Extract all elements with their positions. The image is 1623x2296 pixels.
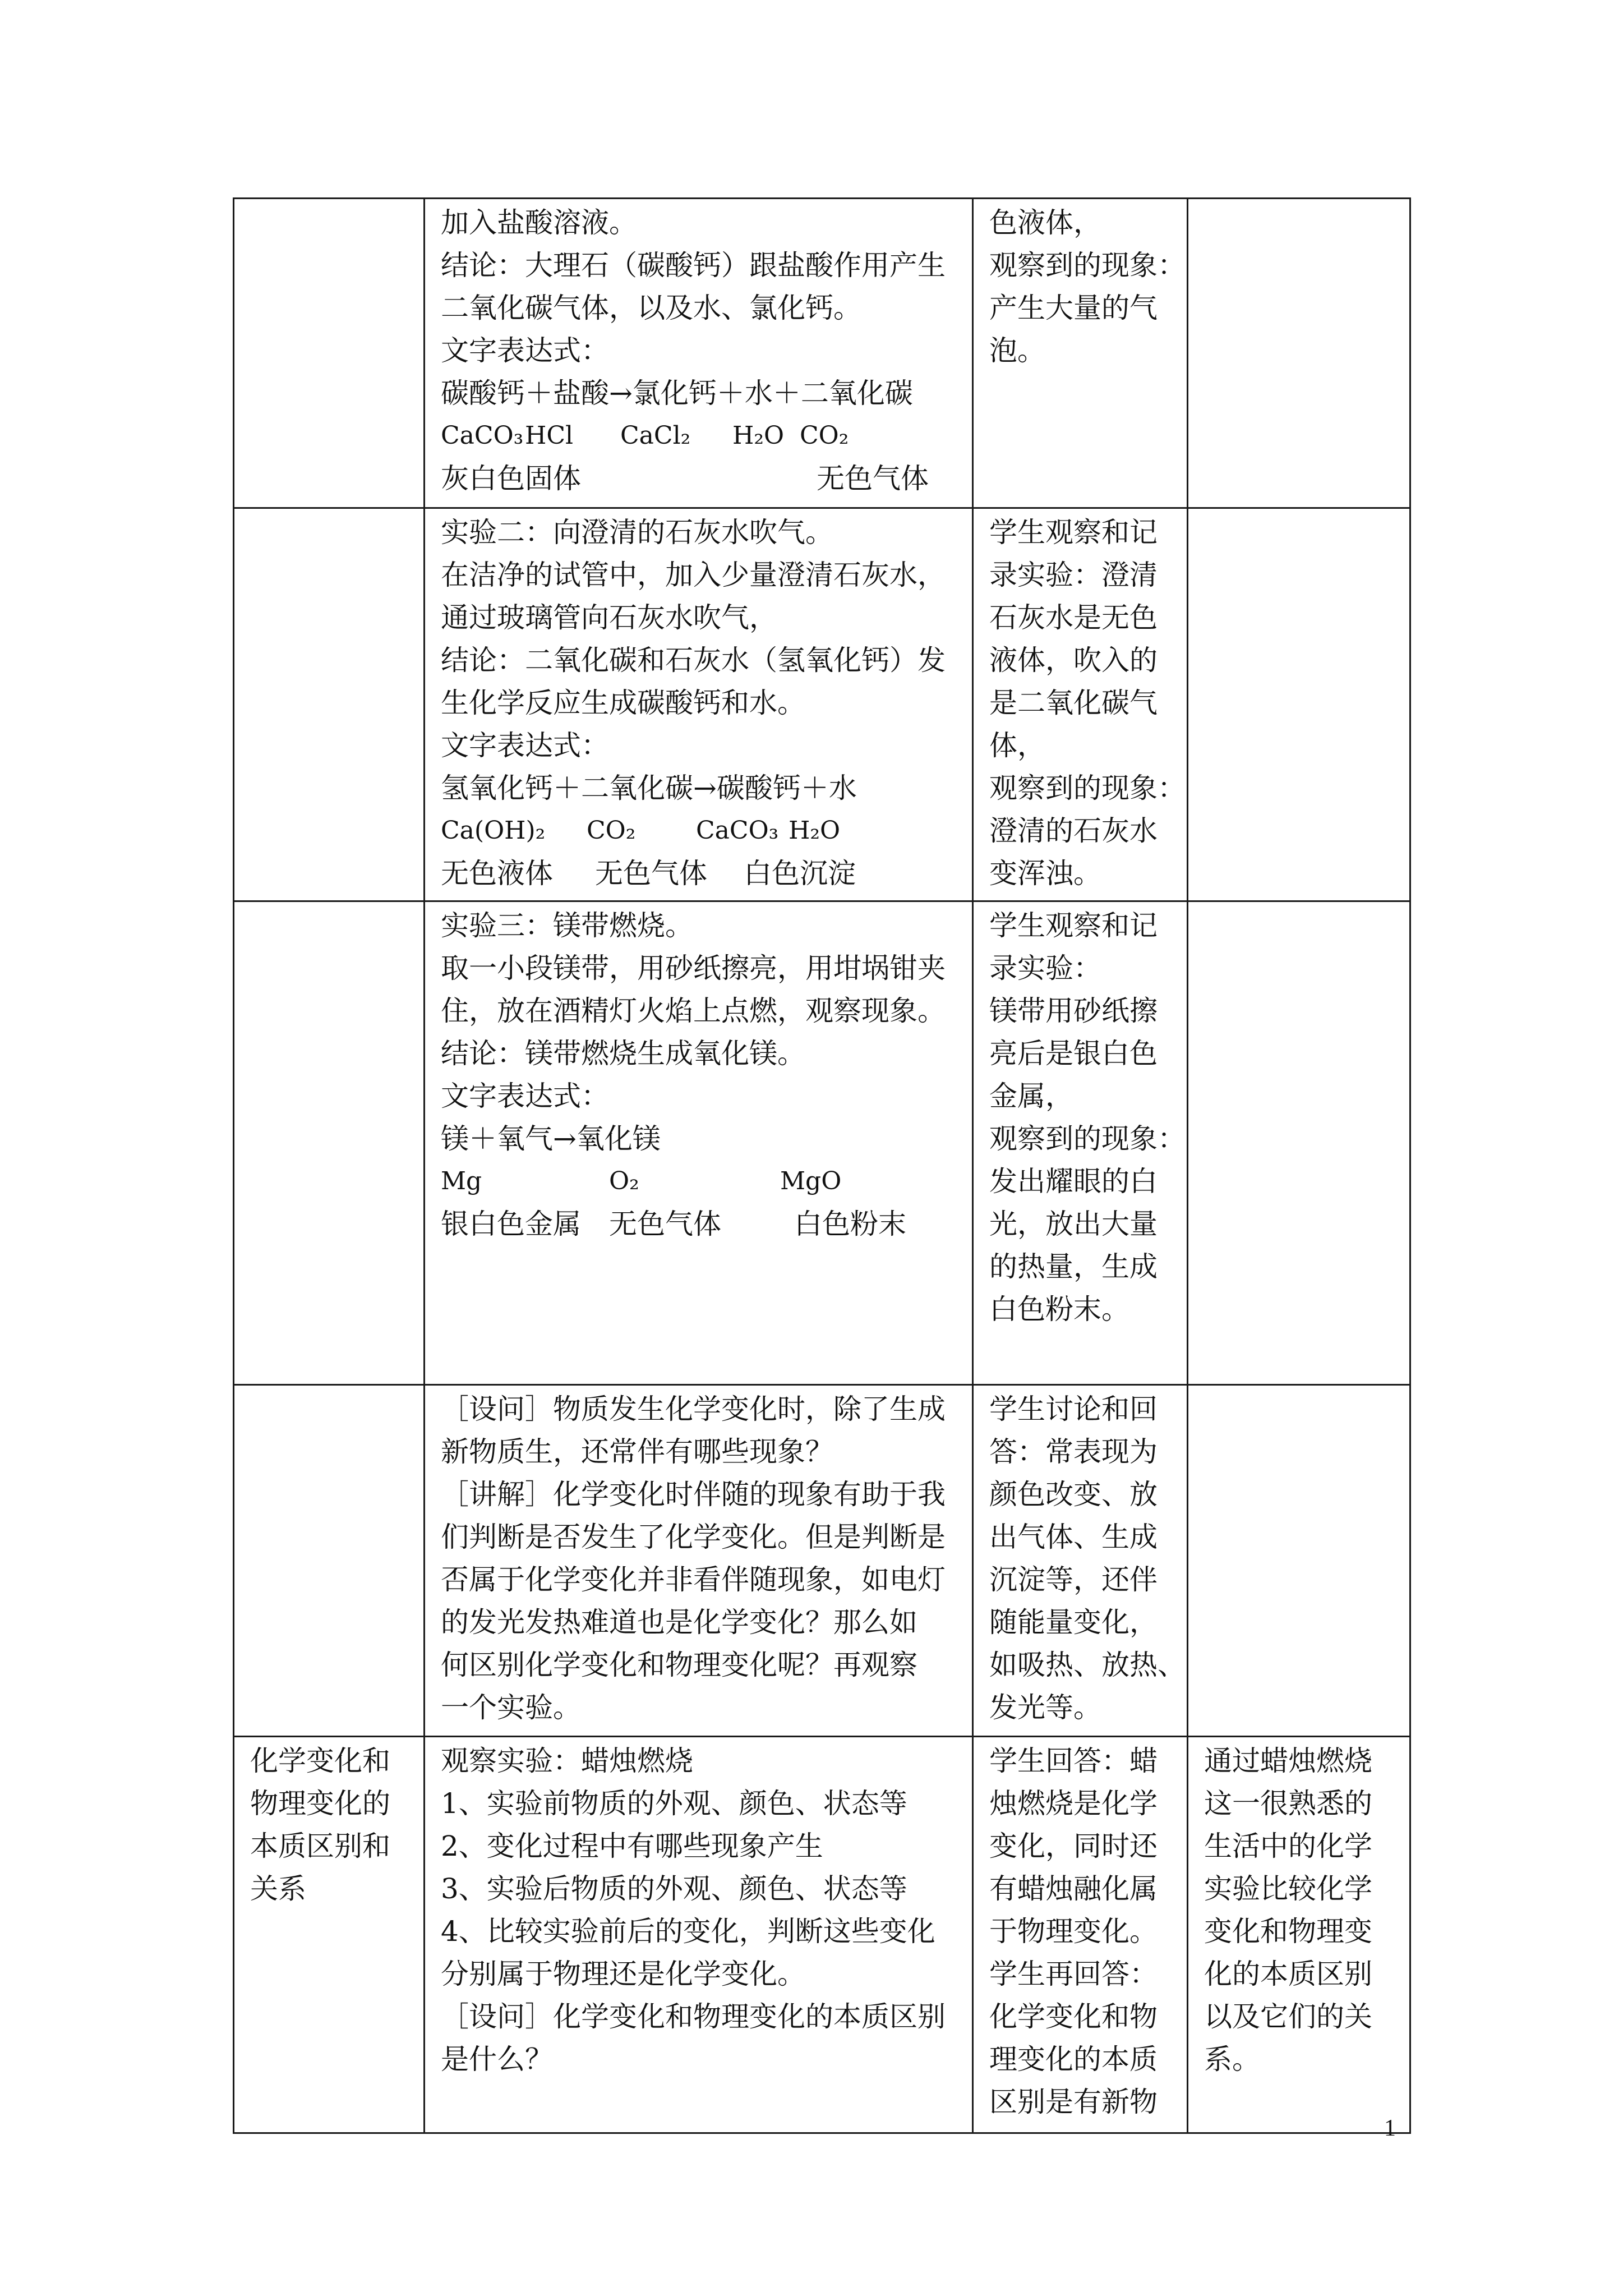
chemical-formula-line	[441, 415, 957, 457]
topic-line: 本质区别和	[250, 1830, 390, 1862]
content-line: 1、实验前物质的外观、颜色、状态等	[441, 1787, 907, 1820]
intent-line: 实验比较化学	[1204, 1872, 1372, 1905]
equation-term: →	[553, 1122, 577, 1155]
equation-line	[441, 1117, 957, 1160]
formula: CO₂	[587, 816, 636, 845]
content-line: 结论：镁带燃烧生成氧化镁。	[441, 1037, 805, 1070]
intent-line: 系。	[1204, 2043, 1260, 2076]
formula: O₂	[609, 1167, 639, 1195]
student-activity-cell	[973, 1737, 1188, 2133]
student-line: 区别是有新物	[989, 2086, 1158, 2118]
content-line: 加入盐酸溶液。	[441, 206, 637, 239]
content-line: 通过玻璃管向石灰水吹气，	[441, 601, 777, 634]
chemical-formula-line	[441, 809, 957, 852]
state-label: 无色气体	[595, 857, 707, 890]
student-line: 变化，同时还	[989, 1830, 1158, 1862]
state-label: 银白色金属	[441, 1208, 581, 1240]
table-row	[234, 508, 1410, 901]
state-line	[441, 1203, 957, 1245]
formula: H₂O	[732, 421, 785, 450]
student-line: 学生回答：蜡	[989, 1745, 1158, 1777]
content-line: ［设问］化学变化和物理变化的本质区别	[441, 2000, 946, 2033]
student-activity-cell	[973, 901, 1188, 1385]
content-line: 的发光发热难道也是化学变化？那么如	[441, 1606, 917, 1639]
student-line: 出气体、生成	[989, 1521, 1158, 1553]
content-line: 在洁净的试管中，加入少量澄清石灰水，	[441, 559, 946, 591]
student-line: 发光等。	[989, 1691, 1101, 1724]
student-line: 学生讨论和回	[989, 1393, 1158, 1425]
content-line: 文字表达式：	[441, 1080, 609, 1112]
formula: CaCO₃	[696, 816, 779, 845]
student-line: 学生观察和记	[989, 516, 1158, 549]
intent-line: 以及它们的关	[1204, 2000, 1372, 2033]
topic-cell	[234, 199, 425, 508]
state-label: 无色气体	[609, 1208, 721, 1240]
state-label: 白色粉末	[794, 1208, 906, 1240]
content-line: 结论：大理石（碳酸钙）跟盐酸作用产生	[441, 249, 946, 282]
content-line: 观察实验：蜡烛燃烧	[441, 1745, 693, 1777]
student-line: 录实验：	[989, 952, 1101, 984]
content-line: 生化学反应生成碳酸钙和水。	[441, 687, 805, 719]
content-cell	[425, 901, 973, 1385]
state-label: 灰白色固体	[441, 462, 581, 495]
student-line: 观察到的现象：	[989, 772, 1186, 804]
content-line: 碳酸钙＋盐酸→氯化钙＋水＋二氧化碳	[441, 377, 913, 409]
student-line: 澄清的石灰水	[989, 815, 1158, 847]
student-line: 于物理变化。	[989, 1915, 1158, 1948]
content-cell	[425, 1737, 973, 2133]
lesson-plan-table	[233, 197, 1411, 2134]
formula: CaCO₃	[441, 421, 524, 450]
intent-line: 化的本质区别	[1204, 1958, 1372, 1990]
student-line: 答：常表现为	[989, 1435, 1158, 1468]
intent-line: 这一很熟悉的	[1204, 1787, 1372, 1820]
formula: CO₂	[800, 421, 849, 450]
student-line: 如吸热、放热、	[989, 1649, 1186, 1681]
formula: HCl	[525, 421, 574, 450]
student-line: 金属，	[989, 1080, 1073, 1112]
intent-cell	[1188, 508, 1410, 901]
content-line: 4、比较实验前后的变化，判断这些变化	[441, 1915, 935, 1948]
equation-term: 氧化镁	[576, 1122, 661, 1155]
student-line: 液体，吹入的	[989, 644, 1158, 677]
intent-cell	[1188, 1737, 1410, 2133]
student-line: 观察到的现象：	[989, 1122, 1186, 1155]
student-line: 产生大量的气	[989, 292, 1158, 324]
content-line: 3、实验后物质的外观、颜色、状态等	[441, 1872, 907, 1905]
student-line: 观察到的现象：	[989, 249, 1186, 282]
formula: Ca(OH)₂	[441, 816, 546, 845]
content-line: ［讲解］化学变化时伴随的现象有助于我	[441, 1478, 946, 1511]
student-line: 亮后是银白色	[989, 1037, 1158, 1070]
content-line: 结论：二氧化碳和石灰水（氢氧化钙）发	[441, 644, 946, 677]
student-activity-cell	[973, 1385, 1188, 1737]
student-line: 泡。	[989, 334, 1045, 367]
intent-line: 变化和物理变	[1204, 1915, 1372, 1948]
topic-cell	[234, 1737, 425, 2133]
student-line: 变浑浊。	[989, 857, 1101, 890]
student-line: 化学变化和物	[989, 2000, 1158, 2033]
student-line: 录实验：澄清	[989, 559, 1158, 591]
state-line	[441, 457, 957, 500]
equation-term: 氧气	[497, 1122, 553, 1155]
content-line: 实验二：向澄清的石灰水吹气。	[441, 516, 833, 549]
formula: Mg	[441, 1167, 482, 1195]
student-line: 镁带用砂纸擦	[989, 995, 1158, 1027]
content-line: 实验三：镁带燃烧。	[441, 909, 693, 942]
student-line: 石灰水是无色	[989, 601, 1158, 634]
content-line: 取一小段镁带，用砂纸擦亮，用坩埚钳夹	[441, 952, 946, 984]
content-line: 们判断是否发生了化学变化。但是判断是	[441, 1521, 946, 1553]
student-line: 学生观察和记	[989, 909, 1158, 942]
table-row	[234, 1385, 1410, 1737]
student-line: 随能量变化，	[989, 1606, 1158, 1639]
equation-term: ＋	[469, 1122, 497, 1155]
formula: H₂O	[789, 816, 841, 845]
student-line: 体，	[989, 729, 1045, 762]
page-number: 1	[1384, 2115, 1396, 2141]
content-line: 新物质生，还常伴有哪些现象？	[441, 1435, 833, 1468]
content-line: 二氧化碳气体，以及水、氯化钙。	[441, 292, 861, 324]
student-line: 理变化的本质	[989, 2043, 1158, 2076]
content-line: 文字表达式：	[441, 729, 609, 762]
state-label: 白色沉淀	[744, 857, 856, 890]
table-row	[234, 901, 1410, 1385]
student-line: 色液体，	[989, 206, 1101, 239]
content-line: 否属于化学变化并非看伴随现象，如电灯	[441, 1563, 946, 1596]
student-line: 是二氧化碳气	[989, 687, 1158, 719]
content-line: 一个实验。	[441, 1691, 581, 1724]
topic-cell	[234, 1385, 425, 1737]
formula: MgO	[780, 1167, 842, 1195]
student-line: 有蜡烛融化属	[989, 1872, 1158, 1905]
table-row	[234, 199, 1410, 508]
student-line: 学生再回答：	[989, 1958, 1158, 1990]
equation-term: 镁	[441, 1122, 469, 1155]
topic-cell	[234, 508, 425, 901]
topic-line: 化学变化和	[250, 1745, 390, 1777]
student-activity-cell	[973, 199, 1188, 508]
state-label: 无色液体	[441, 857, 553, 890]
student-line: 颜色改变、放	[989, 1478, 1158, 1511]
content-cell	[425, 508, 973, 901]
student-line: 白色粉末。	[989, 1293, 1129, 1326]
intent-line: 通过蜡烛燃烧	[1204, 1745, 1372, 1777]
student-activity-cell	[973, 508, 1188, 901]
chemical-formula-line	[441, 1160, 957, 1203]
student-line: 的热量，生成	[989, 1250, 1158, 1283]
content-line: 分别属于物理还是化学变化。	[441, 1958, 805, 1990]
topic-line: 关系	[250, 1872, 306, 1905]
content-line: ［设问］物质发生化学变化时，除了生成	[441, 1393, 946, 1425]
intent-cell	[1188, 901, 1410, 1385]
intent-cell	[1188, 1385, 1410, 1737]
content-line: 何区别化学变化和物理变化呢？再观察	[441, 1649, 917, 1681]
student-line: 烛燃烧是化学	[989, 1787, 1158, 1820]
intent-cell	[1188, 199, 1410, 508]
content-line: 是什么？	[441, 2043, 553, 2076]
content-line: 文字表达式：	[441, 334, 609, 367]
student-line: 光，放出大量	[989, 1208, 1158, 1240]
topic-cell	[234, 901, 425, 1385]
state-label: 无色气体	[817, 462, 929, 495]
student-line: 发出耀眼的白	[989, 1165, 1158, 1198]
content-line: 住，放在酒精灯火焰上点燃，观察现象。	[441, 995, 946, 1027]
intent-line: 生活中的化学	[1204, 1830, 1372, 1862]
formula: CaCl₂	[620, 421, 691, 450]
content-cell	[425, 1385, 973, 1737]
content-cell	[425, 199, 973, 508]
topic-line: 物理变化的	[250, 1787, 390, 1820]
content-line: 氢氧化钙＋二氧化碳→碳酸钙＋水	[441, 772, 857, 804]
state-line	[441, 852, 957, 895]
content-line: 2、变化过程中有哪些现象产生	[441, 1830, 823, 1862]
student-line: 沉淀等，还伴	[989, 1563, 1158, 1596]
table-row	[234, 1737, 1410, 2133]
